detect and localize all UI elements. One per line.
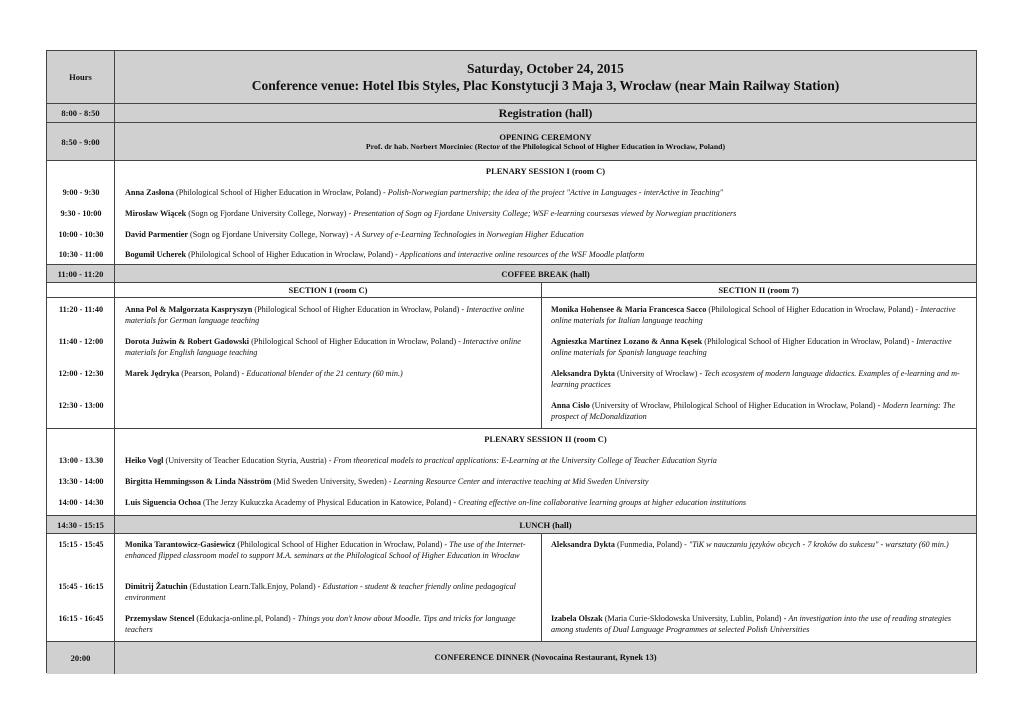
opening-speaker: Prof. dr hab. Norbert Morciniec (Rector of the Philological School of Higher Education in Wrocław, Poland) — [365, 142, 726, 151]
afternoon-block — [47, 533, 976, 641]
registration-row — [47, 103, 976, 122]
afternoon-right-entry: Aleksandra Dykta (Funmedia, Poland) - "TiK w nauczaniu języków obcych - 7 kroków do sukcesu" - warsztaty (60 min.) — [551, 540, 949, 549]
header-row — [47, 51, 976, 103]
section-time: 11:20 - 11:40 — [58, 305, 104, 314]
plenary1-time: 10:30 - 11:00 — [58, 250, 104, 259]
plenary2-block — [47, 428, 976, 515]
sections-divider — [541, 283, 542, 428]
opening-row — [47, 122, 976, 160]
plenary1-title: PLENARY SESSION I (room C) — [485, 166, 606, 176]
sections-title-divider — [47, 297, 976, 298]
lunch-label: LUNCH (hall) — [519, 519, 572, 530]
plenary1-time: 9:00 - 9:30 — [62, 188, 100, 197]
plenary2-entry: Birgitta Hemmingsson & Linda Näsström (Mid Sweden University, Sweden) - Learning Resource Center and interactive teaching at Mid Sweden University — [125, 477, 649, 486]
section-time: 12:00 - 12:30 — [58, 369, 104, 378]
plenary1-time: 10:00 - 10:30 — [58, 230, 104, 239]
plenary2-time: 13:30 - 14:00 — [58, 477, 104, 486]
afternoon-divider — [541, 534, 542, 641]
lunch-time: 14:30 - 15:15 — [47, 516, 115, 533]
sections-block — [47, 282, 976, 428]
schedule-table — [46, 50, 977, 673]
hours-header: Hours — [47, 51, 115, 103]
plenary2-entry: Heiko Vogl (University of Teacher Education Styria, Austria) - From theoretical models to practical applications: E-Learning at the University College of Teacher Education Styria — [125, 456, 717, 465]
afternoon-left-entry: Dimitrij Žatuchin (Edustation Learn.Talk.Enjoy, Poland) - Edustation - student & teacher friendly online pedagogical environment — [125, 582, 516, 602]
coffee-label: COFFEE BREAK (hall) — [501, 268, 590, 279]
plenary2-time: 14:00 - 14:30 — [58, 498, 104, 507]
coffee-row — [47, 264, 976, 282]
dinner-row — [47, 641, 976, 674]
opening-time: 8:50 - 9:00 — [47, 123, 115, 160]
section1-title: SECTION I (room C) — [288, 285, 368, 295]
conference-date: Saturday, October 24, 2015 — [467, 61, 624, 76]
section1-entry: Anna Pol & Małgorzata Kaspryszyn (Philological School of Higher Education in Wrocław, Poland) - Interactive online materials for German language teaching — [125, 305, 525, 325]
plenary1-time: 9:30 - 10:00 — [60, 209, 102, 218]
section2-title: SECTION II (room 7) — [718, 285, 799, 295]
registration-time: 8:00 - 8:50 — [47, 104, 115, 122]
afternoon-left-entry: Przemysław Stencel (Edukacja-online.pl, Poland) - Things you don't know about Moodle. Tips and tricks for language teachers — [125, 614, 516, 634]
section1-entry: Marek Jędryka (Pearson, Poland) - Educational blender of the 21 century (60 min.) — [125, 369, 403, 378]
plenary1-block — [47, 160, 976, 264]
header-title — [115, 51, 976, 103]
plenary2-time: 13:00 - 13.30 — [58, 456, 104, 465]
afternoon-time: 16:15 - 16:45 — [58, 614, 104, 623]
section-time: 12:30 - 13:00 — [58, 401, 104, 410]
dinner-time: 20:00 — [47, 642, 115, 674]
plenary1-entry: Mirosław Wiącek (Sogn og Fjordane University College, Norway) - Presentation of Sogn og Fjordane University College; WSF e-learning coursesas viewed by Norwegian practitioners — [125, 209, 737, 218]
section2-entry: Aleksandra Dykta (University of Wrocław) - Tech ecosystem of modern language didactics. Examples of e-learning and m-learning practices — [551, 369, 960, 389]
section2-entry: Agnieszka Martínez Lozano & Anna Kęsek (Philological School of Higher Education in Wrocław, Poland) - Interactive online materials for Spanish language teaching — [551, 337, 952, 357]
plenary2-entry: Luis Siguencia Ochoa (The Jerzy Kukuczka Academy of Physical Education in Katowice, Poland) - Creating effective on-line collaborative learning groups at higher education institutions — [125, 498, 747, 507]
afternoon-time: 15:45 - 16:15 — [58, 582, 104, 591]
section2-entry: Monika Hohensee & Maria Francesca Sacco (Philological School of Higher Education in Wrocław, Poland) - Interactive online materials for Italian language teaching — [551, 305, 956, 325]
section-time: 11:40 - 12:00 — [58, 337, 104, 346]
conference-venue: Conference venue: Hotel Ibis Styles, Plac Konstytucji 3 Maja 3, Wrocław (near Main Railway Station) — [251, 78, 840, 93]
dinner-label: CONFERENCE DINNER (Novocaina Restaurant, Rynek 13) — [434, 652, 657, 662]
opening-content — [115, 123, 976, 160]
plenary1-entry: Bogumił Ucherek (Philological School of Higher Education in Wrocław, Poland) - Applications and interactive online resources of the WSF Moodle platform — [125, 250, 645, 259]
afternoon-time: 15:15 - 15:45 — [58, 540, 104, 549]
section1-entry: Dorota Jużwin & Robert Gadowski (Philological School of Higher Education in Wrocław, Poland) - Interactive online materials for English language teaching — [125, 337, 521, 357]
opening-title: OPENING CEREMONY — [499, 132, 592, 142]
section2-entry: Anna Cisło (University of Wrocław, Philological School of Higher Education in Wrocław, Poland) - Modern learning: The prospect of McDonaldization — [551, 401, 956, 421]
lunch-row — [47, 515, 976, 533]
plenary1-entry: David Parmentier (Sogn og Fjordane University College, Norway) - A Survey of e-Learning Technologies in Norwegian Higher Education — [125, 230, 584, 239]
afternoon-right-entry: Izabela Olszak (Maria Curie-Skłodowska University, Lublin, Poland) - An investigation into the use of reading strategies among students of Dual Language Programmes at selected Polish Universities — [551, 614, 952, 634]
plenary2-title: PLENARY SESSION II (room C) — [484, 434, 607, 444]
registration-label: Registration (hall) — [498, 105, 593, 120]
afternoon-left-entry: Monika Tarantowicz-Gasiewicz (Philological School of Higher Education in Wrocław, Poland) - The use of the Internet-enhanced flipped classroom model to support M.A. seminars at the Philological School of Higher Education in Wrocław — [125, 540, 526, 560]
plenary1-entry: Anna Zasłona (Philological School of Higher Education in Wrocław, Poland) - Polish-Norwegian partnership; the idea of the project "Active in Languages - interActive in Teaching" — [125, 188, 724, 197]
coffee-time: 11:00 - 11:20 — [47, 265, 115, 282]
